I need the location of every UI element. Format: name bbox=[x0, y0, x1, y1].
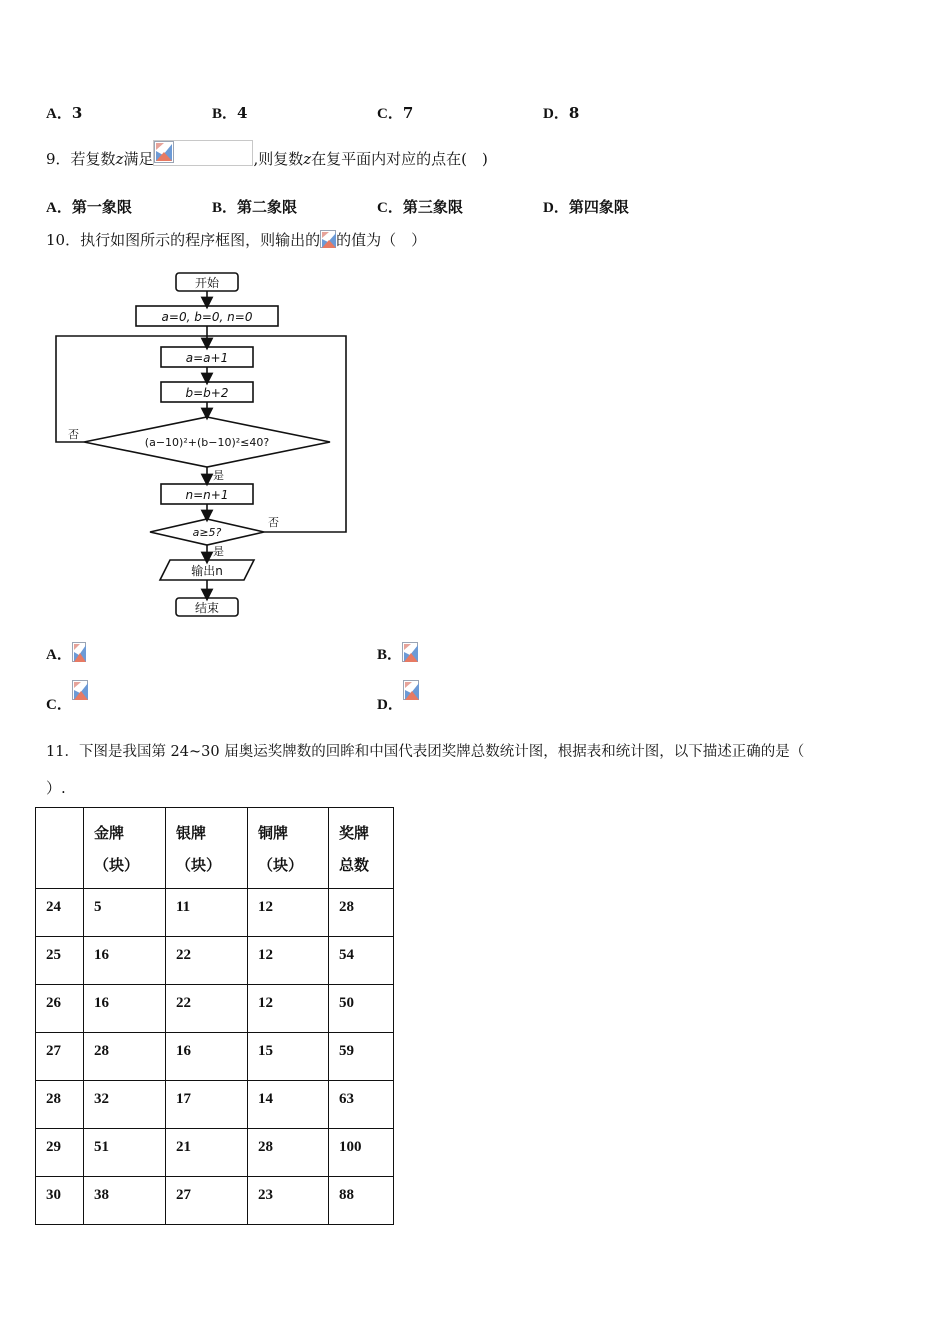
q8-option-a: A．3 bbox=[46, 104, 83, 122]
formula-image-placeholder bbox=[153, 140, 253, 166]
q9-option-b: B．第二象限 bbox=[212, 198, 298, 216]
q9-stem: 9．若复数z满足 ,则复数z在复平面内对应的点在( ) bbox=[46, 148, 488, 169]
flow-step-n-text: n=n+1 bbox=[185, 488, 229, 502]
table-row: 25 16 22 12 54 bbox=[36, 937, 394, 985]
option-image-icon bbox=[72, 680, 88, 700]
option-image-icon bbox=[402, 642, 418, 662]
table-row: 26 16 22 12 50 bbox=[36, 985, 394, 1033]
q10-option-d: D． bbox=[377, 678, 419, 700]
table-header-row bbox=[36, 808, 394, 889]
olympic-medal-table bbox=[35, 807, 394, 1225]
flow-step-a-text: a=a+1 bbox=[185, 351, 229, 365]
flow-condition2-text: a≥5? bbox=[192, 526, 222, 539]
table-header-cell: 铜牌 （块） bbox=[248, 808, 329, 889]
table-header-cell bbox=[36, 808, 84, 889]
flow-end-text: 结束 bbox=[194, 601, 220, 615]
q8-option-b: B．4 bbox=[212, 104, 248, 122]
q10-option-c: C． bbox=[46, 678, 88, 700]
option-image-icon bbox=[72, 642, 86, 662]
table-row: 24 5 11 12 28 bbox=[36, 889, 394, 937]
flow-no2-label: 否 bbox=[268, 516, 279, 529]
table-row: 30 38 27 23 88 bbox=[36, 1177, 394, 1225]
q10-stem: 10．执行如图所示的程序框图，则输出的 的值为（ ） bbox=[46, 231, 427, 249]
q9-option-c: C．第三象限 bbox=[377, 198, 463, 216]
table-row: 28 32 17 14 63 bbox=[36, 1081, 394, 1129]
flow-condition1-text: (a−10)²+(b−10)²≤40? bbox=[144, 436, 270, 449]
option-image-icon bbox=[403, 680, 419, 700]
flow-start-text: 开始 bbox=[194, 276, 220, 290]
flow-init-text: a=0, b=0, n=0 bbox=[161, 310, 253, 324]
flow-loop-no1 bbox=[56, 336, 207, 442]
flow-yes1-label: 是 bbox=[213, 469, 224, 482]
table-header-cell: 金牌 （块） bbox=[84, 808, 166, 889]
table-row: 27 28 16 15 59 bbox=[36, 1033, 394, 1081]
q8-option-d: D．8 bbox=[543, 104, 580, 122]
table-header-cell: 银牌 （块） bbox=[166, 808, 248, 889]
flow-loop-no2 bbox=[207, 336, 346, 532]
flow-step-b-text: b=b+2 bbox=[185, 386, 229, 400]
program-flowchart bbox=[50, 268, 350, 620]
flow-no1-label: 否 bbox=[68, 428, 79, 441]
flow-output-text: 输出n bbox=[191, 564, 223, 578]
q9-option-a: A．第一象限 bbox=[46, 198, 132, 216]
q9-option-d: D．第四象限 bbox=[543, 198, 629, 216]
q10-option-a: A． bbox=[46, 643, 86, 664]
variable-image-icon bbox=[320, 230, 336, 248]
broken-image-icon bbox=[154, 141, 174, 163]
q10-option-b: B． bbox=[377, 643, 418, 664]
q11-stem-line1: 11．下图是我国第 24~30 届奥运奖牌数的回眸和中国代表团奖牌总数统计图，根据表和统计图，以下描述正确的是（ bbox=[46, 744, 805, 760]
table-row: 29 51 21 28 100 bbox=[36, 1129, 394, 1177]
q8-option-c: C．7 bbox=[377, 104, 414, 122]
q11-stem-line2: ）. bbox=[46, 779, 66, 797]
flow-yes2-label: 是 bbox=[213, 545, 224, 558]
table-header-cell: 奖牌 总数 bbox=[329, 808, 394, 889]
